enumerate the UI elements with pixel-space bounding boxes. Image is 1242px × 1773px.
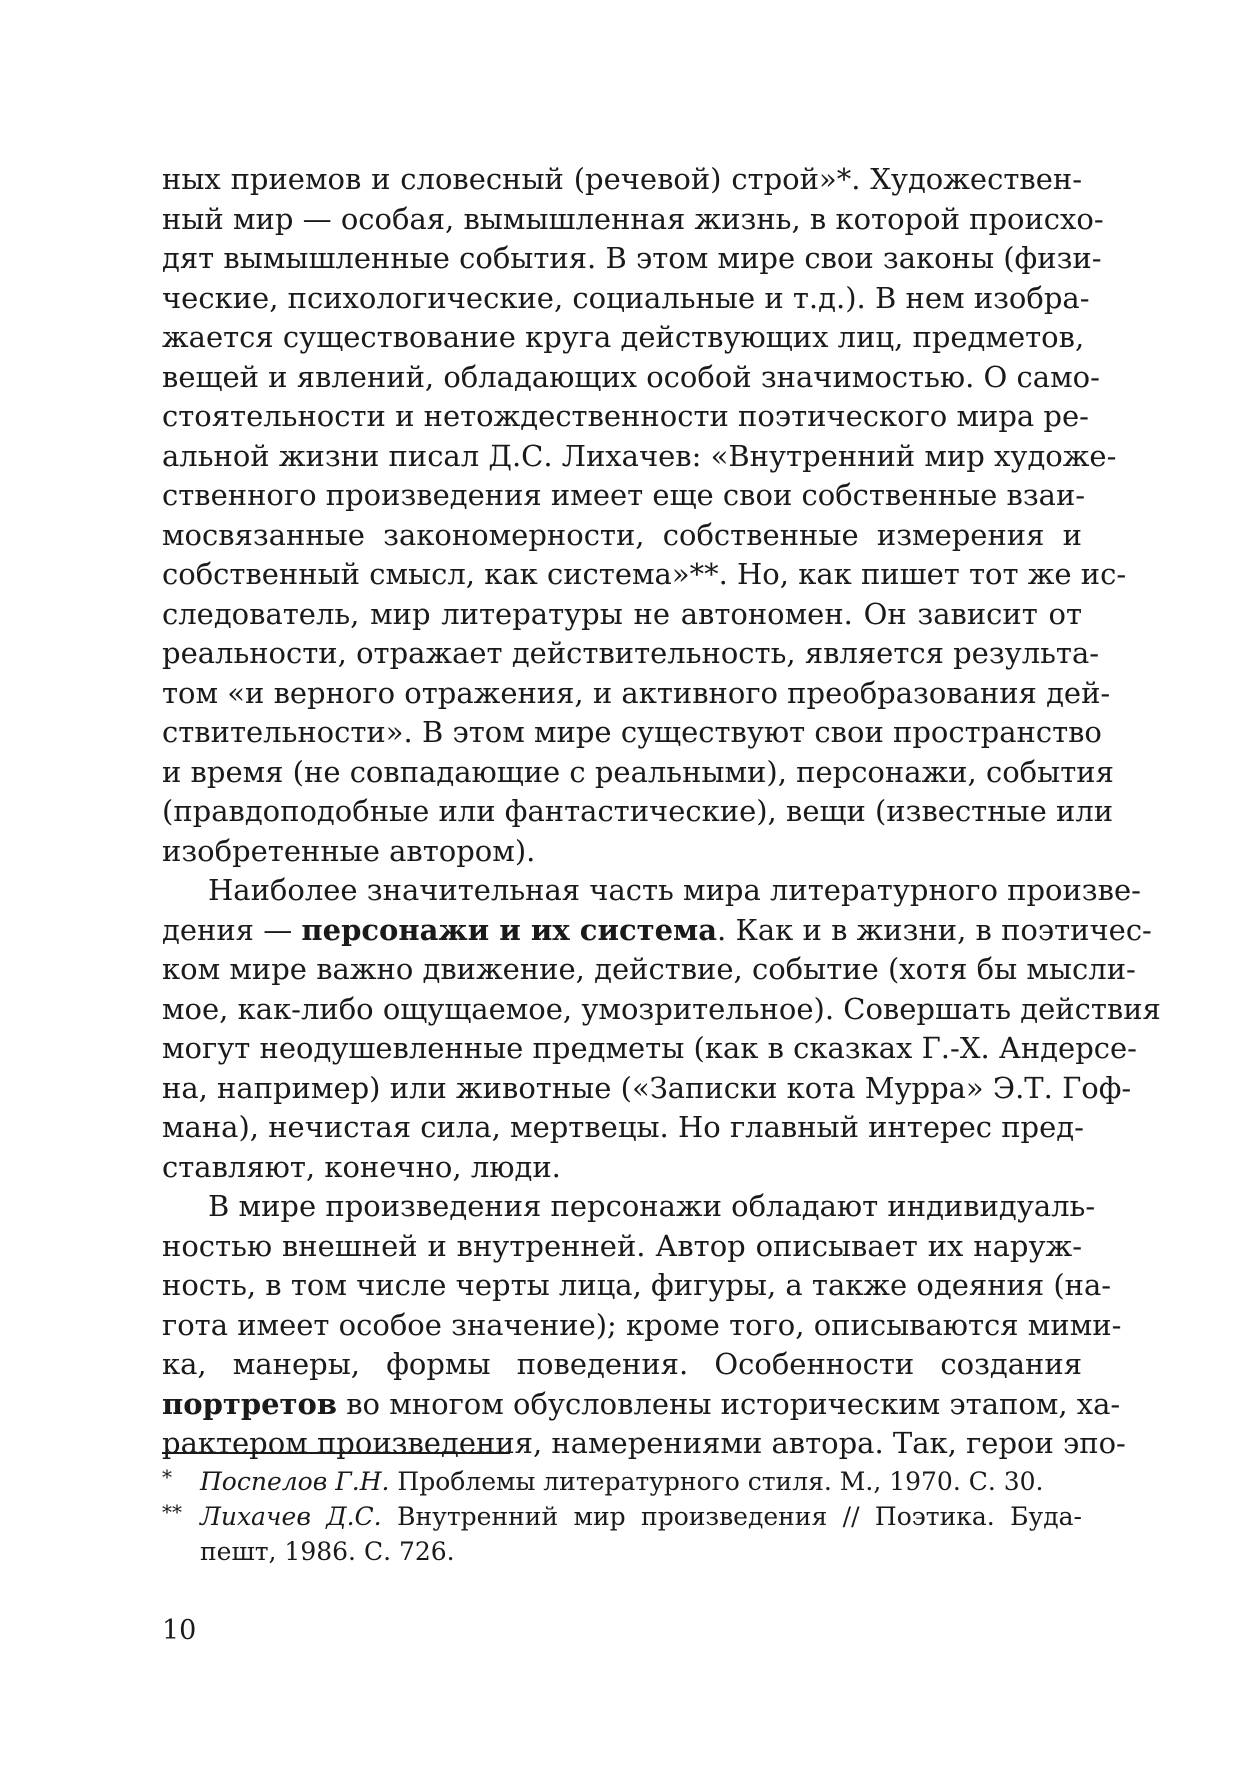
text-line: ка, манеры, формы поведения. Особенности создания [162,1347,1082,1381]
text-line: на, например) или животные («Записки кота Мурра» Э.Т. Гоф- [162,1070,1132,1105]
bold-term-characters: персонажи и их система [301,912,718,947]
footnote-author: Лихачев Д.С. [200,1502,382,1531]
text-line: альной жизни писал Д.С. Лихачев: «Внутренний мир художе- [162,438,1117,473]
footnote-author: Поспелов Г.Н. [200,1467,390,1496]
footnote-divider [162,1452,510,1454]
footnote-line [200,1464,1082,1499]
text-line [162,1385,1121,1425]
text-line: мосвязанные закономерности, собственные измерения и [162,517,1082,552]
text-line: (правдоподобные или фантастические), вещи (известные или [162,794,1114,828]
text-line: том «и верного отражения, и активного преобразования дей- [162,675,1111,710]
paragraph-1 [162,160,1127,871]
text-line: реальности, отражает действительность, является результа- [162,636,1100,670]
text-line: стоятельности и нетождественности поэтического мира ре- [162,399,1089,433]
paragraph-3 [162,1187,1126,1464]
footnote [162,1464,1082,1499]
footnote-line [200,1499,1082,1534]
text-fragment: дения — [162,912,302,947]
bold-term-portraits: портретов [162,1386,338,1421]
text-line: ственного произведения имеет еще свои собственные взаи- [162,478,1086,512]
text-line: мое, как-либо ощущаемое, умозрительное). Совершать действия [162,991,1161,1026]
footnote-mark: * [162,1465,172,1489]
footnote [162,1499,1082,1569]
text-line: могут неодушевленные предметы (как в сказках Г.-Х. Андерсе- [162,1031,1137,1065]
text-line [162,911,1152,951]
text-line: жается существование круга действующих лиц, предметов, [162,320,1085,354]
text-fragment: во многом обусловлены историческим этапом, ха- [337,1386,1121,1421]
text-line: ностью внешней и внутренней. Автор описывает их наруж- [162,1228,1082,1263]
text-line: В мире произведения персонажи обладают индивидуаль- [208,1189,1096,1223]
footnote-text: Внутренний мир произведения // Поэтика. Буда- [397,1502,1082,1531]
text-line: ствительности». В этом мире существуют свои пространство [162,715,1102,749]
text-line: ных приемов и словесный (речевой) строй»*. Художествен- [162,162,1082,196]
text-line: дят вымышленные события. В этом мире свои законы (физи- [162,241,1102,275]
text-line: гота имеет особое значение); кроме того, описываются мими- [162,1307,1122,1342]
text-line: Наиболее значительная часть мира литературного произве- [208,873,1141,907]
text-line: вещей и явлений, обладающих особой значимостью. О само- [162,359,1100,394]
footnotes [162,1464,1082,1569]
text-line: мана), нечистая сила, мертвецы. Но главный интерес пред- [162,1110,1084,1144]
text-line: и время (не совпадающие с реальными), персонажи, события [162,754,1114,789]
text-line: ческие, психологические, социальные и т.д.). В нем изобра- [162,280,1090,315]
footnote-mark: ** [162,1500,182,1524]
footnote-text: Проблемы литературного стиля. М., 1970. С. 30. [397,1467,1044,1496]
page-number: 10 [162,1615,197,1646]
text-line: ставляют, конечно, люди. [162,1149,561,1184]
text-line: собственный смысл, как система»**. Но, как пишет тот же ис- [162,557,1127,591]
footnote-line: пешт, 1986. С. 726. [200,1537,455,1566]
text-line: рактером произведения, намерениями автора. Так, герои эпо- [162,1426,1126,1460]
text-line: ный мир — особая, вымышленная жизнь, в которой происхо- [162,201,1104,236]
paragraph-2 [162,871,1161,1187]
text-fragment: . Как и в жизни, в поэтичес- [717,912,1152,947]
body-text [162,160,1161,1464]
text-line: изобретенные автором). [162,833,536,868]
text-line: ком мире важно движение, действие, событие (хотя бы мысли- [162,952,1136,986]
text-line: следователь, мир литературы не автономен. Он зависит от [162,596,1082,631]
text-line: ность, в том числе черты лица, фигуры, а также одеяния (на- [162,1268,1112,1302]
